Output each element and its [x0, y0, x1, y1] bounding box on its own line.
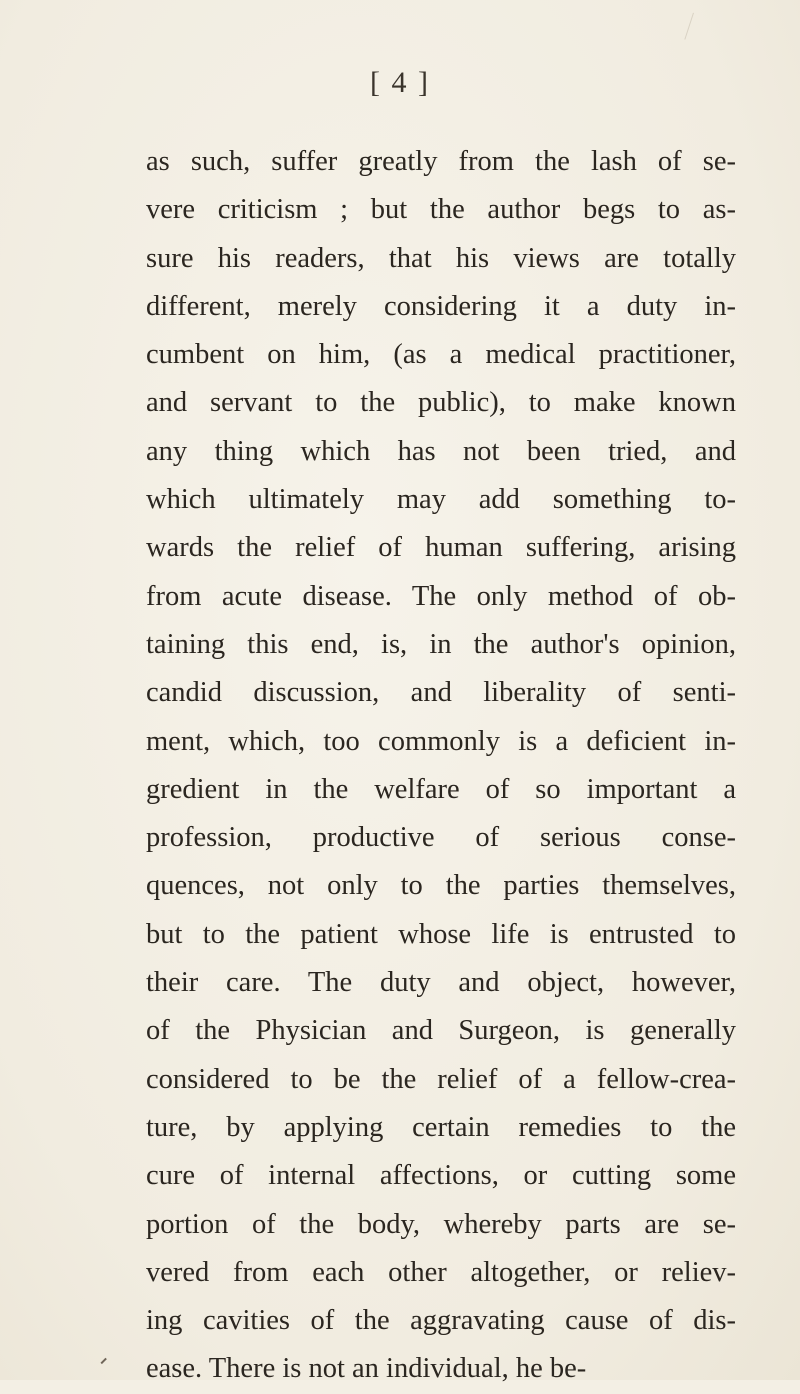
text-line: profession, productive of serious conse- — [146, 822, 736, 854]
text-line: quences, not only to the parties themselves, — [146, 870, 736, 902]
text-line: different, merely considering it a duty in- — [146, 290, 736, 322]
text-line: ment, which, too commonly is a deficient in- — [146, 725, 736, 757]
text-line: which ultimately may add something to- — [146, 484, 736, 516]
text-line: sure his readers, that his views are totally — [146, 242, 736, 274]
text-line: portion of the body, whereby parts are se- — [146, 1208, 736, 1240]
text-line: as such, suffer greatly from the lash of se- — [146, 146, 736, 177]
text-line: but to the patient whose life is entrusted to — [146, 918, 736, 950]
text-line: any thing which has not been tried, and — [146, 435, 736, 467]
text-line: cumbent on him, (as a medical practitioner, — [146, 339, 736, 371]
text-line: vered from each other altogether, or reliev- — [146, 1256, 736, 1288]
body-text — [146, 138, 736, 1394]
text-line: from acute disease. The only method of ob- — [146, 580, 736, 612]
text-line: gredient in the welfare of so important a — [146, 773, 736, 805]
text-line: ing cavities of the aggravating cause of dis- — [146, 1305, 736, 1337]
text-line: and servant to the public), to make known — [146, 387, 736, 419]
text-line: their care. The duty and object, however, — [146, 967, 736, 999]
text-line: taining this end, is, in the author's opinion, — [146, 628, 736, 660]
page-number: [ 4 ] — [370, 66, 430, 99]
text-line: considered to be the relief of a fellow-crea- — [146, 1063, 736, 1095]
margin-mark — [671, 8, 694, 39]
text-line: of the Physician and Surgeon, is generally — [146, 1015, 736, 1047]
text-line: vere criticism ; but the author begs to as- — [146, 194, 736, 226]
text-line: cure of internal affections, or cutting some — [146, 1160, 736, 1192]
margin-mark — [100, 1358, 106, 1364]
text-line: wards the relief of human suffering, arising — [146, 532, 736, 564]
text-line: ease. There is not an individual, he be- — [146, 1353, 587, 1385]
text-line: ture, by applying certain remedies to the — [146, 1111, 736, 1143]
text-line: candid discussion, and liberality of senti- — [146, 677, 736, 709]
